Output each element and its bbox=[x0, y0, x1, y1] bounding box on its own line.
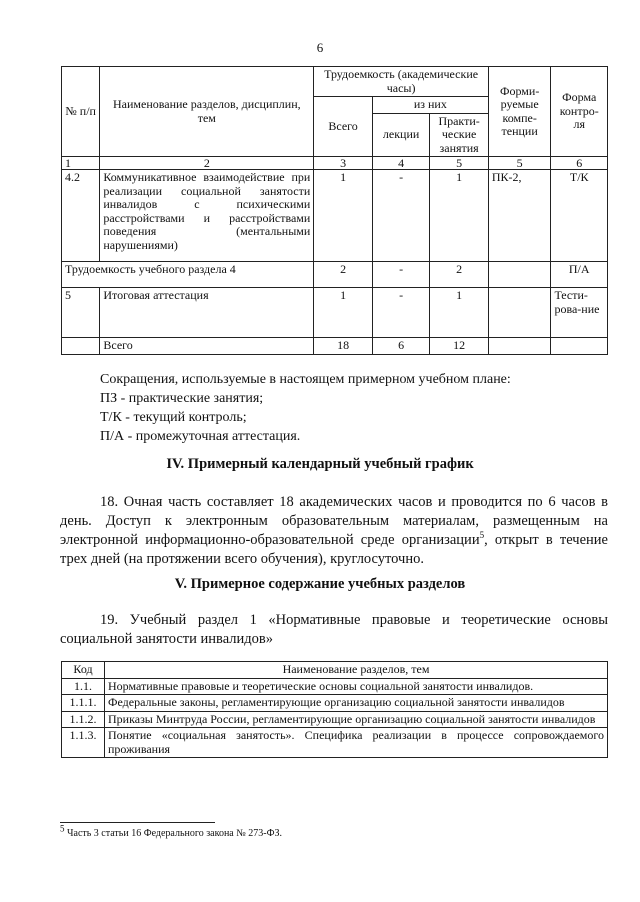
row-control: Тести-рова-ние bbox=[551, 288, 608, 338]
footnote-mark: 5 bbox=[60, 823, 65, 834]
row-code: 1.1.1. bbox=[62, 695, 105, 712]
header-code: Код bbox=[62, 662, 105, 679]
section-total-lectures: - bbox=[372, 262, 430, 288]
abbreviations-title: Сокращения, используемые в настоящем примерном учебном плане: bbox=[100, 372, 511, 387]
row-code: 1.1.3. bbox=[62, 728, 105, 758]
section5-heading: V. Примерное содержание учебных разделов bbox=[174, 576, 466, 592]
abbreviation-item: П/А - промежуточная аттестация. bbox=[100, 429, 301, 444]
row-topic: Федеральные законы, регламентирующие организацию социальной занятости инвалидов bbox=[105, 695, 608, 712]
row-total: 1 bbox=[314, 288, 373, 338]
footnote-ref: 5 bbox=[479, 530, 485, 541]
abbreviation-item: Т/К - текущий контроль; bbox=[100, 410, 247, 425]
table-row bbox=[62, 728, 608, 758]
header-of-them: из них bbox=[372, 97, 488, 114]
abbreviations-block bbox=[100, 370, 511, 446]
row-num: 4.2 bbox=[62, 170, 100, 262]
col-number: 5 bbox=[488, 157, 551, 170]
row-code: 1.1. bbox=[62, 678, 105, 695]
table-row bbox=[62, 695, 608, 712]
header-control: Форма контро-ля bbox=[551, 67, 608, 157]
section-total-total: 2 bbox=[314, 262, 373, 288]
header-name: Наименование разделов, дисциплин, тем bbox=[100, 67, 314, 157]
row-topic: Понятие «социальная занятость». Специфика реализации в процессе сопровождаемого проживания bbox=[105, 728, 608, 758]
section5-paragraph bbox=[60, 611, 608, 649]
section4-text: 18. Очная часть составляет 18 академических часов и проводится по 6 часов в день. Доступ к электронным образовательным материалам, размещенным на электронной информационно-образовательной среде организации bbox=[60, 494, 608, 548]
row-topic: Приказы Минтруда России, регламентирующие организацию социальной занятости инвалидов bbox=[105, 711, 608, 728]
row-code: 1.1.2. bbox=[62, 711, 105, 728]
row-lectures: - bbox=[372, 288, 430, 338]
header-labor: Трудоемкость (академические часы) bbox=[314, 67, 489, 97]
table-row bbox=[62, 170, 608, 262]
col-number: 6 bbox=[551, 157, 608, 170]
header-topic-name: Наименование разделов, тем bbox=[105, 662, 608, 679]
col-number: 1 bbox=[62, 157, 100, 170]
section4-heading: IV. Примерный календарный учебный график bbox=[166, 456, 474, 472]
header-num: № п/п bbox=[62, 67, 100, 157]
section-total-competencies bbox=[488, 262, 551, 288]
row-competencies: ПК-2, bbox=[488, 170, 551, 262]
section-total-row bbox=[62, 262, 608, 288]
page-number: 6 bbox=[316, 40, 324, 55]
header-lectures: лекции bbox=[372, 113, 430, 157]
footnote bbox=[60, 823, 283, 839]
grand-total-empty bbox=[551, 338, 608, 355]
row-num: 5 bbox=[62, 288, 100, 338]
row-practice: 1 bbox=[430, 288, 489, 338]
grand-total-total: 18 bbox=[314, 338, 373, 355]
header-practice: Практи-ческие занятия bbox=[430, 113, 489, 157]
col-number: 5 bbox=[430, 157, 489, 170]
table-row bbox=[62, 711, 608, 728]
footnote-text: Часть 3 статьи 16 Федерального закона № 273-ФЗ. bbox=[67, 828, 283, 839]
row-competencies bbox=[488, 288, 551, 338]
section4-paragraph bbox=[60, 493, 608, 569]
col-number: 4 bbox=[372, 157, 430, 170]
content-table bbox=[61, 661, 608, 758]
grand-total-row bbox=[62, 338, 608, 355]
section5-text: 19. Учебный раздел 1 «Нормативные правовые и теоретические основы социальной занятости инвалидов» bbox=[60, 612, 608, 647]
section-total-control: П/А bbox=[551, 262, 608, 288]
row-practice: 1 bbox=[430, 170, 489, 262]
grand-total-empty bbox=[488, 338, 551, 355]
col-number: 3 bbox=[314, 157, 373, 170]
row-control: Т/К bbox=[551, 170, 608, 262]
col-number: 2 bbox=[100, 157, 314, 170]
section4-text-end: , открыт в течение трех дней (на протяжении всего обучения), круглосуточно. bbox=[60, 532, 608, 567]
header-competencies: Форми-руемые компе-тенции bbox=[488, 67, 551, 157]
grand-total-lectures: 6 bbox=[372, 338, 430, 355]
row-name: Итоговая аттестация bbox=[100, 288, 314, 338]
row-total: 1 bbox=[314, 170, 373, 262]
curriculum-table bbox=[61, 66, 608, 355]
section-total-practice: 2 bbox=[430, 262, 489, 288]
grand-total-practice: 12 bbox=[430, 338, 489, 355]
section-total-label: Трудоемкость учебного раздела 4 bbox=[62, 262, 314, 288]
grand-total-label: Всего bbox=[100, 338, 314, 355]
header-total: Всего bbox=[314, 97, 373, 157]
grand-total-empty bbox=[62, 338, 100, 355]
row-name: Коммуникативное взаимодействие при реализации социальной занятости инвалидов с психическими расстройствами и расстройствами поведения (ментальными нарушениями) bbox=[100, 170, 314, 262]
table-row bbox=[62, 678, 608, 695]
column-number-row bbox=[62, 157, 608, 170]
footnote-divider bbox=[60, 822, 215, 823]
row-lectures: - bbox=[372, 170, 430, 262]
table-row bbox=[62, 288, 608, 338]
abbreviation-item: ПЗ - практические занятия; bbox=[100, 391, 264, 406]
row-topic: Нормативные правовые и теоретические основы социальной занятости инвалидов. bbox=[105, 678, 608, 695]
